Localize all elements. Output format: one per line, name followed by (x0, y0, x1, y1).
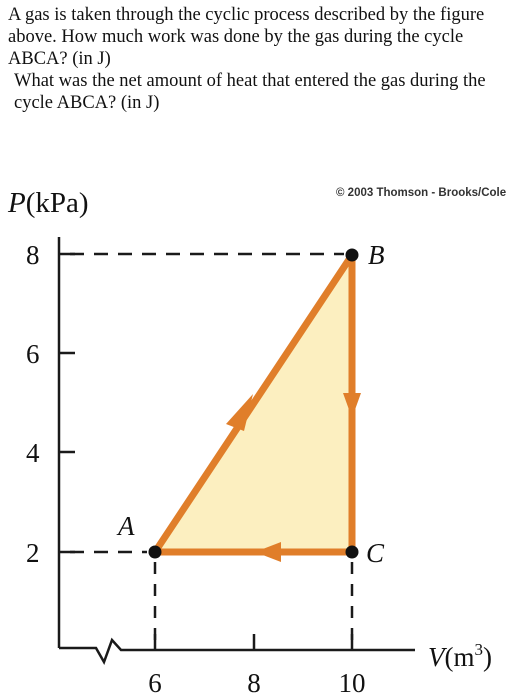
x-axis-label (428, 640, 492, 672)
copyright-notice: © 2003 Thomson - Brooks/Cole (336, 187, 507, 199)
y-axis-label-base: P (8, 187, 26, 219)
y-tick-label-2: 2 (26, 538, 40, 568)
x-tick-label-6: 6 (148, 668, 162, 698)
y-tick-label-6: 6 (26, 339, 40, 369)
x-axis (59, 640, 415, 662)
y-axis-label-unit: (kPa) (25, 187, 89, 219)
y-tick-label-4: 4 (26, 438, 40, 468)
question-part-1: A gas is taken through the cyclic process described by the figure above. How much work was done by the gas during the cycle ABCA? (in J) (8, 5, 485, 69)
x-axis-label-exp: 3 (474, 640, 483, 659)
x-tick-label-10: 10 (338, 668, 366, 698)
y-axis-label (7, 187, 89, 219)
label-c: C (366, 538, 385, 568)
question-part-2: What was the net amount of heat that entered the gas during the cycle ABCA? (in J) (14, 71, 486, 113)
point-b (346, 249, 359, 262)
x-axis-label-unit: (m (444, 642, 475, 672)
point-c (346, 546, 359, 559)
x-axis-label-close: ) (483, 642, 492, 672)
label-b: B (368, 240, 385, 270)
y-tick-label-8: 8 (26, 240, 40, 270)
x-axis-label-base: V (428, 642, 445, 672)
x-tick-label-8: 8 (247, 668, 261, 698)
label-a: A (118, 511, 135, 541)
point-a (149, 546, 162, 559)
